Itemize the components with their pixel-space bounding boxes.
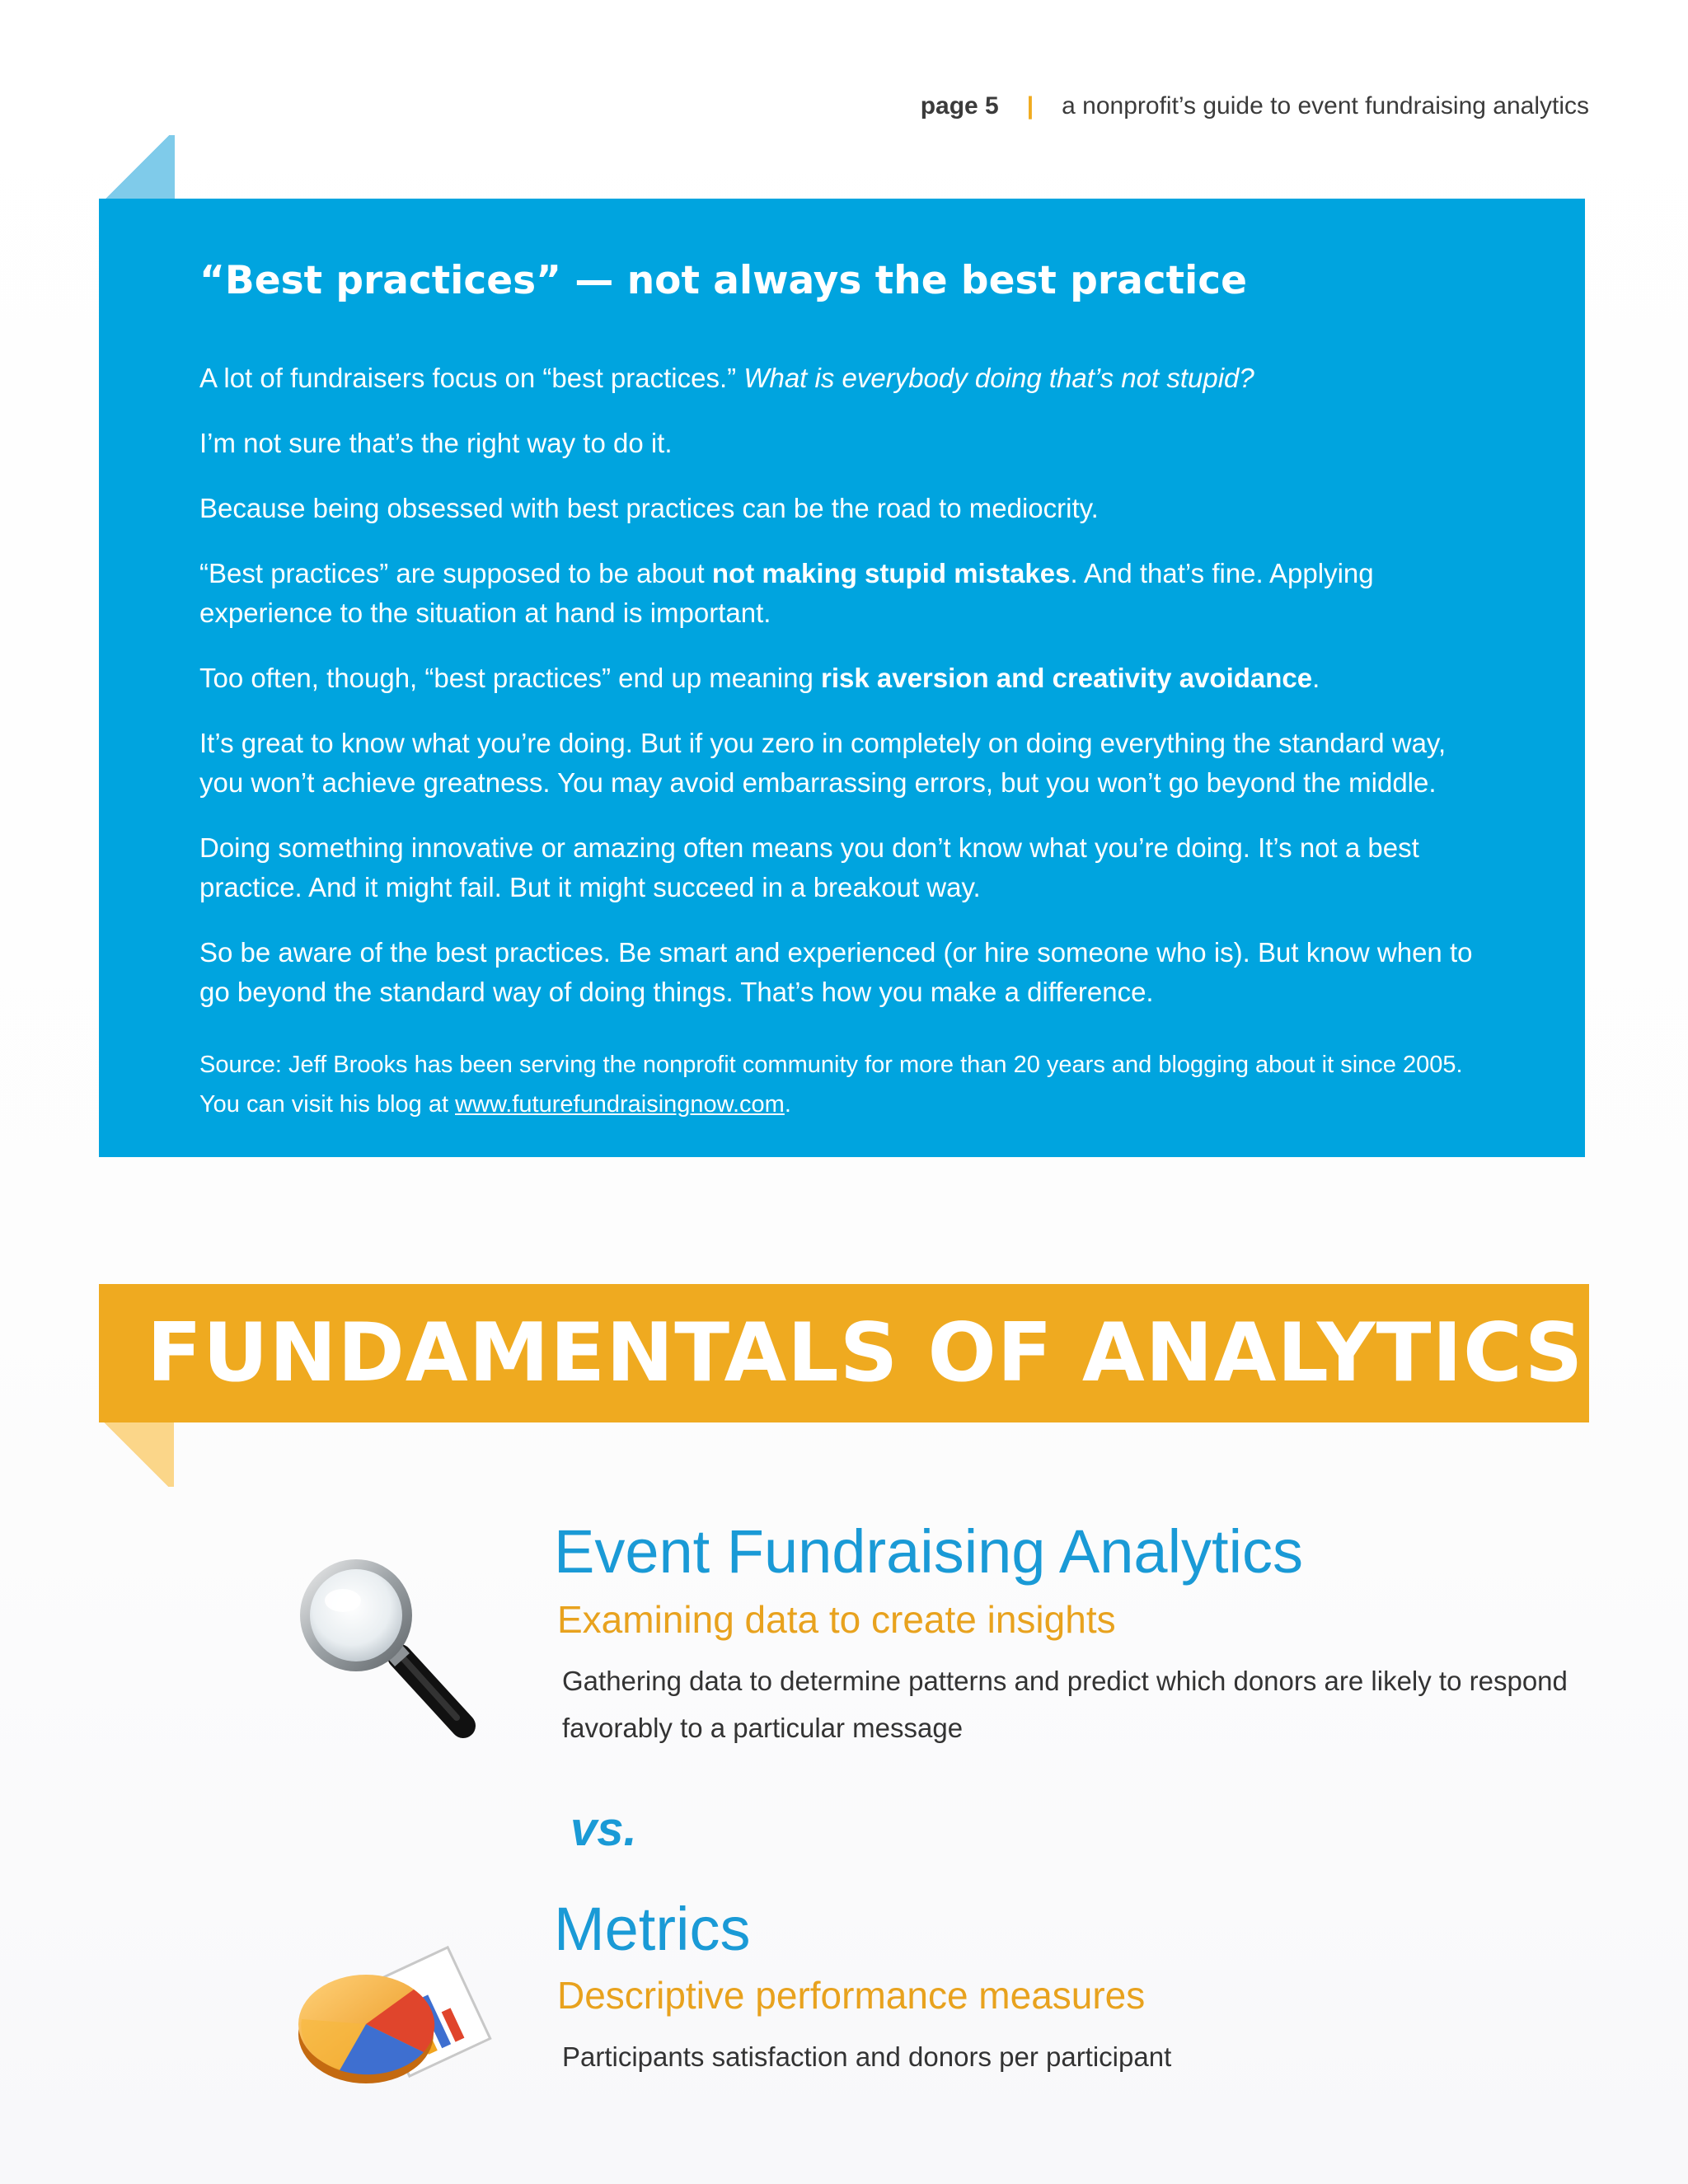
paragraph-7: Doing something innovative or amazing often means you don’t know what you’re doing. It’s not a best practice. And it might fail. But it might succeed in a breakout way. [199, 832, 1419, 903]
paragraph-1 [199, 359, 1494, 398]
source-note [199, 1045, 1494, 1124]
fundamentals-banner [99, 1284, 1589, 1422]
pie-chart-icon [290, 1929, 496, 2093]
paragraph-4-text-end: . And that’s fine. Applying experience to the situation at hand is important. [199, 558, 1374, 629]
blue-box-corner-fold [99, 135, 175, 199]
paragraph-5-text-end: . [1312, 663, 1320, 694]
best-practices-box [99, 199, 1585, 1157]
paragraph-2: I’m not sure that’s the right way to do it. [199, 428, 673, 459]
paragraph-8: So be aware of the best practices. Be smart and experienced (or hire someone who is). But know when to go beyond the standard way of doing things. That’s how you make a difference. [199, 937, 1473, 1008]
paragraph-5 [199, 658, 1494, 698]
paragraph-1-italic: What is everybody doing that’s not stupid? [743, 363, 1254, 394]
paragraph-5-bold: risk aversion and creativity avoidance [820, 663, 1313, 694]
magnifying-glass-icon [288, 1551, 478, 1741]
source-end: . [784, 1091, 791, 1118]
paragraph-3: Because being obsessed with best practices can be the road to mediocrity. [199, 493, 1099, 524]
paragraph-4 [199, 554, 1494, 633]
banner-title: FUNDAMENTALS OF ANALYTICS [147, 1306, 1584, 1400]
banner-corner-fold [99, 1422, 174, 1487]
paragraph-4-text: “Best practices” are supposed to be about [199, 558, 712, 589]
blog-link[interactable]: www.futurefundraisingnow.com [455, 1091, 785, 1118]
analytics-subtitle: Examining data to create insights [557, 1598, 1116, 1641]
paragraph-4-bold: not making stupid mistakes [711, 558, 1071, 589]
source-text: Source: Jeff Brooks has been serving the nonprofit community for more than 20 years and blogging about it since 2005. You can visit his blog at [199, 1052, 1463, 1118]
page-number: page 5 [920, 92, 999, 120]
header-separator: | [1026, 92, 1034, 120]
analytics-description: Gathering data to determine patterns and predict which donors are likely to respond favorably to a particular message [562, 1666, 1568, 1743]
analytics-title: Event Fundraising Analytics [554, 1517, 1304, 1586]
page-header [921, 92, 1589, 120]
metrics-title: Metrics [554, 1895, 751, 1963]
best-practices-title: “Best practices” — not always the best practice [199, 258, 1247, 303]
paragraph-1-text: A lot of fundraisers focus on “best practices.” [199, 363, 744, 394]
paragraph-5-text: Too often, though, “best practices” end up meaning [199, 663, 821, 694]
metrics-description: Participants satisfaction and donors per participant [562, 2041, 1172, 2072]
metrics-subtitle: Descriptive performance measures [557, 1974, 1146, 2017]
guide-title: a nonprofit’s guide to event fundraising analytics [1062, 92, 1589, 120]
vs-label: vs. [570, 1802, 637, 1856]
paragraph-6: It’s great to know what you’re doing. But if you zero in completely on doing everything the standard way, you won’t achieve greatness. You may avoid embarrassing errors, but you won’t go beyond the middle. [199, 728, 1447, 799]
